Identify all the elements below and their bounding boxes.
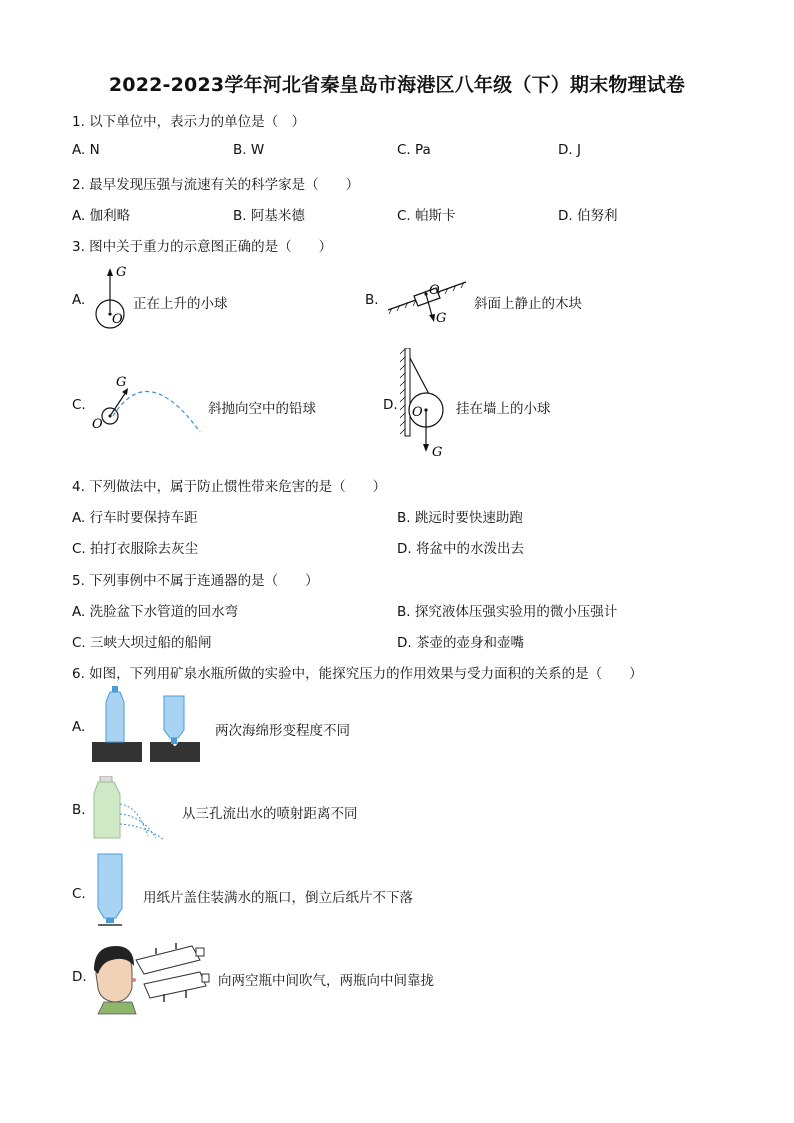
q6-option-b[interactable]: B. [72, 802, 86, 818]
q5-option-b[interactable]: B. 探究液体压强实验用的微小压强计 [397, 604, 618, 620]
q6-figure-c [92, 852, 132, 932]
water-jet-bottom [120, 824, 164, 840]
person-shirt [98, 1002, 136, 1014]
empty-bottle-bottom [144, 972, 206, 998]
water-jet-top [120, 804, 148, 836]
label-o: O [412, 405, 423, 420]
q5-option-d[interactable]: D. 茶壶的壶身和壶嘴 [397, 635, 524, 651]
bottle-cap [100, 776, 112, 782]
inverted-full-bottle [98, 854, 122, 918]
q3-option-c[interactable]: C. [72, 397, 86, 413]
label-o: O [112, 312, 123, 327]
q4-option-d[interactable]: D. 将盆中的水泼出去 [397, 541, 524, 557]
q1-option-b[interactable]: B. W [233, 142, 265, 158]
q3-option-b[interactable]: B. [365, 292, 379, 308]
q3-figure-a [88, 264, 138, 334]
q3-caption-c: 斜抛向空中的铅球 [208, 401, 316, 417]
bottle-cap [196, 948, 204, 956]
q2-option-a[interactable]: A. 伽利略 [72, 208, 131, 224]
gravity-arrow-line [110, 392, 126, 416]
q6-option-c[interactable]: C. [72, 886, 86, 902]
q6-caption-a: 两次海绵形变程度不同 [215, 723, 350, 739]
q3-option-a[interactable]: A. [72, 292, 86, 308]
q2-option-d[interactable]: D. 伯努利 [558, 208, 618, 224]
question-5-stem: 5. 下列事例中不属于连通器的是（ ） [72, 573, 319, 589]
label-o: O [92, 417, 103, 432]
label-g: G [116, 265, 127, 280]
q3-caption-a: 正在上升的小球 [133, 296, 228, 312]
q6-option-d[interactable]: D. [72, 969, 87, 985]
question-2-stem: 2. 最早发现压强与流速有关的科学家是（ ） [72, 177, 360, 193]
label-g: G [116, 375, 127, 390]
q3-figure-c [88, 370, 208, 436]
q6-figure-d [92, 940, 210, 1016]
q6-option-a[interactable]: A. [72, 719, 86, 735]
arrow-head [107, 268, 113, 276]
water-bottle-inverted [164, 696, 184, 738]
question-4-stem: 4. 下列做法中，属于防止惯性带来危害的是（ ） [72, 479, 387, 495]
label-g: G [432, 445, 443, 460]
sponge-left [92, 742, 142, 762]
bottle-cap [202, 974, 209, 982]
q4-option-b[interactable]: B. 跳远时要快速助跑 [397, 510, 523, 526]
q1-option-a[interactable]: A. N [72, 142, 100, 158]
label-o: O [429, 283, 440, 298]
bottle-with-holes [94, 782, 120, 838]
wall [405, 348, 410, 436]
arrow-head [423, 444, 429, 452]
question-3-stem: 3. 图中关于重力的示意图正确的是（ ） [72, 239, 333, 255]
bottle-cap [171, 738, 177, 744]
arrow-head [429, 314, 435, 322]
q3-option-d[interactable]: D. [383, 397, 398, 413]
question-1-stem: 1. 以下单位中，表示力的单位是（ ） [72, 114, 306, 130]
blowing-mouth [132, 978, 136, 982]
q6-figure-b [90, 776, 170, 842]
q3-caption-b: 斜面上静止的木块 [474, 296, 582, 312]
q6-figure-a [90, 686, 202, 764]
q6-caption-b: 从三孔流出水的喷射距离不同 [182, 806, 358, 822]
label-g: G [436, 311, 447, 326]
q2-option-b[interactable]: B. 阿基米德 [233, 208, 305, 224]
q3-figure-b [384, 272, 474, 330]
hanging-string [410, 358, 430, 396]
question-6-stem: 6. 如图，下列用矿泉水瓶所做的实验中，能探究压力的作用效果与受力面积的关系的是（ ） [72, 666, 643, 682]
q1-option-d[interactable]: D. J [558, 142, 581, 158]
paper-card [98, 924, 122, 926]
q3-figure-d [400, 348, 460, 460]
q5-option-a[interactable]: A. 洗脸盆下水管道的回水弯 [72, 604, 239, 620]
water-jet-middle [120, 814, 156, 838]
q4-option-a[interactable]: A. 行车时要保持车距 [72, 510, 198, 526]
q6-caption-d: 向两空瓶中间吹气，两瓶向中间靠拢 [218, 973, 434, 989]
empty-bottle-top [136, 946, 200, 974]
water-bottle-upright [106, 692, 124, 742]
q3-caption-d: 挂在墙上的小球 [456, 401, 551, 417]
bottle-cap [112, 686, 118, 692]
bottle-mouth [106, 918, 114, 923]
q6-caption-c: 用纸片盖住装满水的瓶口，倒立后纸片不下落 [143, 890, 413, 906]
q5-option-c[interactable]: C. 三峡大坝过船的船闸 [72, 635, 212, 651]
trajectory-dashed [113, 392, 200, 433]
q4-option-c[interactable]: C. 拍打衣服除去灰尘 [72, 541, 199, 557]
page-title: 2022-2023学年河北省秦皇岛市海港区八年级（下）期末物理试卷 [108, 74, 686, 96]
q2-option-c[interactable]: C. 帕斯卡 [397, 208, 456, 224]
q1-option-c[interactable]: C. Pa [397, 142, 431, 158]
